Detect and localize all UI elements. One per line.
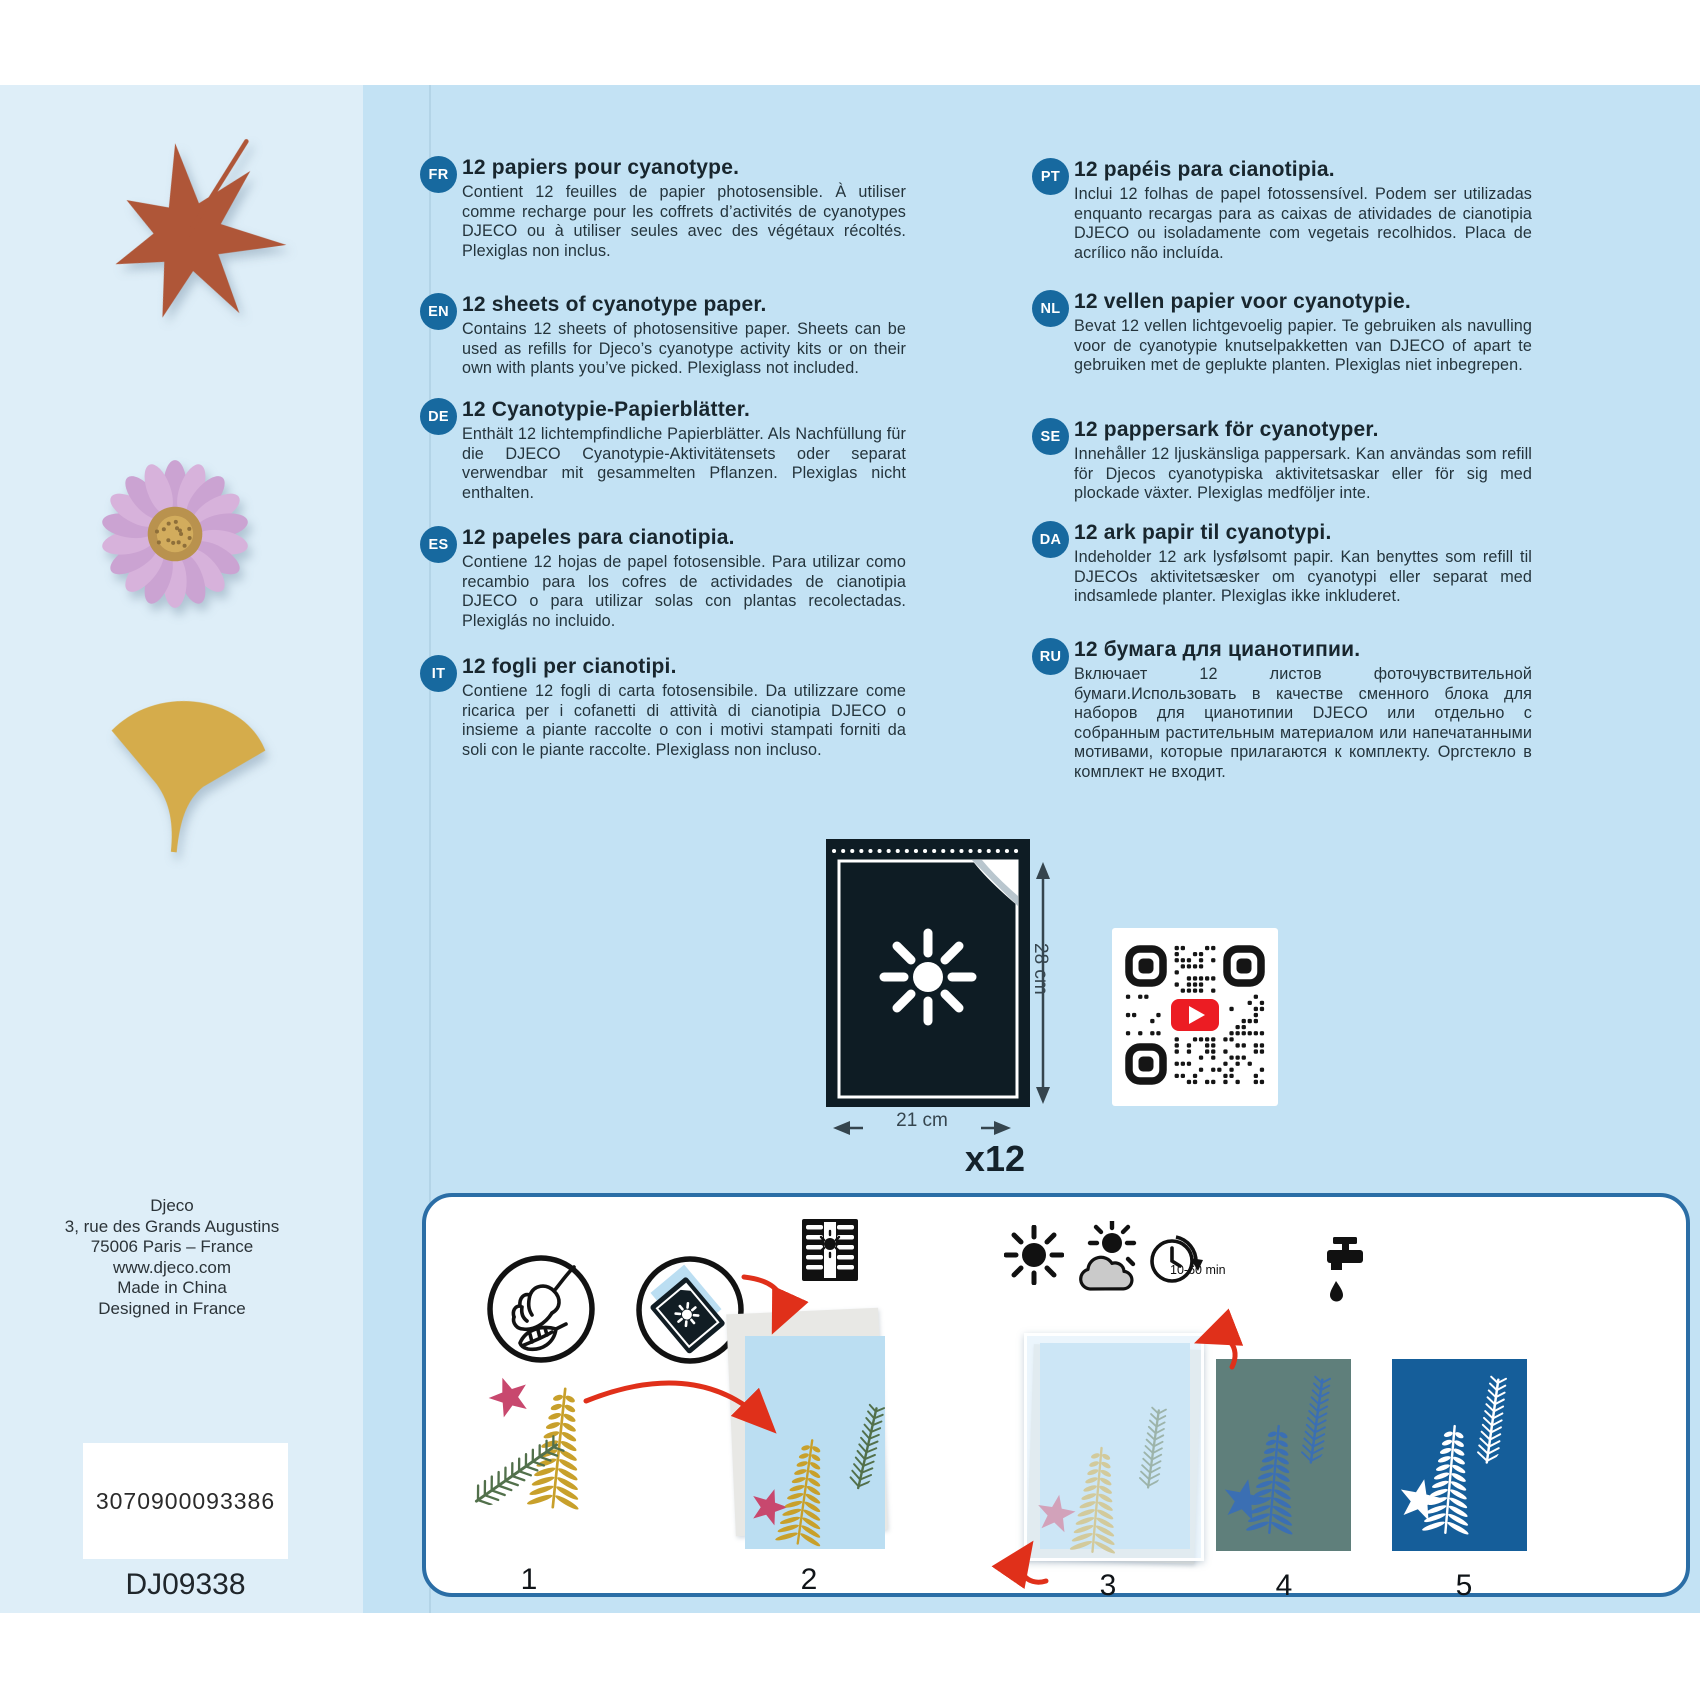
cyanotype-sheet-graphic xyxy=(826,839,1030,1107)
sun-cloud-icon xyxy=(1078,1221,1140,1295)
step-number-2: 2 xyxy=(800,1563,818,1596)
rinse-tap-icon xyxy=(1325,1237,1365,1307)
section-title: 12 papiers pour cyanotype. xyxy=(462,156,740,179)
sun-icon xyxy=(1004,1225,1064,1285)
section-body: Innehåller 12 ljuskänsliga pappersark. Kan användas som refill för Djecos cyanotypiska aktivitetsaskar eller för sig med plockade växter. Plexiglas medföljer inte. xyxy=(1074,445,1532,503)
section-title: 12 pappersark för cyanotyper. xyxy=(1074,418,1379,441)
lang-section-ru xyxy=(1032,638,1532,783)
lang-section-se xyxy=(1032,418,1532,504)
section-body: Contiene 12 fogli di carta fotosensibile. Da utilizzare come ricarica per i cofanetti di attività di cianotipia DJECO o insieme a piante raccolte o con i motivi stampati forniti da soli con le piante raccolte. Plexiglass non incluso. xyxy=(462,682,906,759)
pressed-ginkgo-leaf-image xyxy=(82,679,283,869)
section-body: Indeholder 12 ark lysfølsomt papir. Kan benyttes som refill til DJECOs aktivitetsæsker om cyanotypi eller separat med indsamlede planter. Plexiglas ikke inkluderet. xyxy=(1074,548,1532,606)
section-title: 12 fogli per cianotipi. xyxy=(462,655,677,678)
step-number-3: 3 xyxy=(1099,1569,1117,1602)
lang-section-es xyxy=(420,526,906,631)
lang-section-fr xyxy=(420,156,906,261)
exposed-print xyxy=(1216,1359,1351,1551)
language-badge-se: SE xyxy=(1032,418,1069,455)
sheet-count-label: x12 xyxy=(964,1138,1025,1179)
section-title: 12 ark papir til cyanotypi. xyxy=(1074,521,1332,544)
lang-section-pt xyxy=(1032,158,1532,263)
qr-code xyxy=(1112,928,1278,1106)
lang-section-nl xyxy=(1032,290,1532,376)
product-code: DJ09338 xyxy=(125,1568,246,1601)
width-dimension-label: 21 cm xyxy=(896,1110,948,1131)
language-badge-es: ES xyxy=(420,526,457,563)
section-body: Contiene 12 hojas de papel fotosensible. Para utilizar como recambio para los cofres de actividades de cianotipia DJECO o para utilizar solas con plantas recolectadas. Plexiglás no incluido. xyxy=(462,553,906,630)
timer-duration-label: 10-60 min xyxy=(1170,1263,1226,1277)
section-body: Bevat 12 vellen lichtgevoelig papier. Te gebruiken als navulling voor de cyanotypie knutselpakketten van DJECO of apart te gebruiken met de geplukte planten. Plexiglas niet inbegrepen. xyxy=(1074,317,1532,375)
address-line: Designed in France xyxy=(98,1298,246,1318)
barcode-number: 3070900093386 xyxy=(95,1487,276,1514)
section-title: 12 бумага для цианотипии. xyxy=(1074,638,1361,661)
company-address xyxy=(36,1196,308,1319)
final-cyanotype-print xyxy=(1392,1359,1527,1551)
section-body: Contains 12 sheets of photosensitive paper. Sheets can be used as refills for Djeco’s cyanotype activity kits or on their own with plants you’ve picked. Plexiglass not included. xyxy=(462,320,906,378)
address-line: 3, rue des Grands Augustins xyxy=(64,1216,280,1236)
language-badge-fr: FR xyxy=(420,156,457,193)
section-title: 12 papeles para cianotipia. xyxy=(462,526,735,549)
section-title: 12 papéis para cianotipia. xyxy=(1074,158,1335,181)
section-title: 12 sheets of cyanotype paper. xyxy=(462,293,767,316)
pressed-flower-image xyxy=(86,452,264,616)
address-line: Djeco xyxy=(150,1196,194,1215)
pressed-maple-leaf-image xyxy=(65,118,311,352)
language-badge-de: DE xyxy=(420,398,457,435)
section-title: 12 vellen papier voor cyanotypie. xyxy=(1074,290,1411,313)
language-badge-it: IT xyxy=(420,655,457,692)
step-number-1: 1 xyxy=(520,1563,538,1596)
height-dimension-label: 28 cm xyxy=(1030,943,1051,995)
language-badge-en: EN xyxy=(420,293,457,330)
address-line: 75006 Paris – France xyxy=(90,1237,254,1256)
qr-code-pattern xyxy=(1125,945,1265,1085)
language-badge-pt: PT xyxy=(1032,158,1069,195)
youtube-play-icon xyxy=(1171,999,1219,1031)
lang-section-en xyxy=(420,293,906,379)
barcode xyxy=(83,1443,288,1559)
section-title: 12 Cyanotypie-Papierblätter. xyxy=(462,398,751,421)
lang-section-de xyxy=(420,398,906,503)
lang-section-it xyxy=(420,655,906,760)
section-body: Enthält 12 lichtempfindliche Papierblätter. Als Nachfüllung für die DJECO Cyanotypie-Aktivitätensets oder separat verwendbar mit gesammelten Pflanzen. Plexiglas nicht enthalten. xyxy=(462,425,906,502)
language-badge-da: DA xyxy=(1032,521,1069,558)
pick-plants-icon xyxy=(486,1254,596,1364)
timer-icon xyxy=(1146,1230,1212,1288)
section-body: Включает 12 листов фоточувствительной бумаги.Использовать в качестве сменного блока для наборов для цианотипии DJECO или отдельно с собранным растительным материалом или напечатанными мотивами, которые прилагаются к комплекту. Оргстекло в комплект не входит. xyxy=(1074,665,1532,781)
lang-section-da xyxy=(1032,521,1532,607)
address-line: Made in China xyxy=(117,1278,227,1297)
plexiglass-sheet xyxy=(1024,1333,1204,1561)
section-body: Inclui 12 folhas de papel fotossensível. Podem ser utilizadas enquanto recargas para as caixas de atividades de cianotipia DJECO ou isoladamente com vegetais recolhidos. Placa de acrílico não incluída. xyxy=(1074,185,1532,262)
step-number-5: 5 xyxy=(1455,1569,1473,1602)
instructions-panel xyxy=(422,1193,1690,1602)
language-badge-ru: RU xyxy=(1032,638,1069,675)
section-body: Contient 12 feuilles de papier photosensible. À utiliser comme recharge pour les coffrets d’activités de cyanotypes DJECO ou à utiliser seules avec des végétaux récoltés. Plexiglas non inclus. xyxy=(462,183,906,260)
language-badge-nl: NL xyxy=(1032,290,1069,327)
window-blinds-icon xyxy=(802,1219,858,1281)
address-line: www.djeco.com xyxy=(112,1257,232,1277)
step-number-4: 4 xyxy=(1275,1569,1293,1602)
